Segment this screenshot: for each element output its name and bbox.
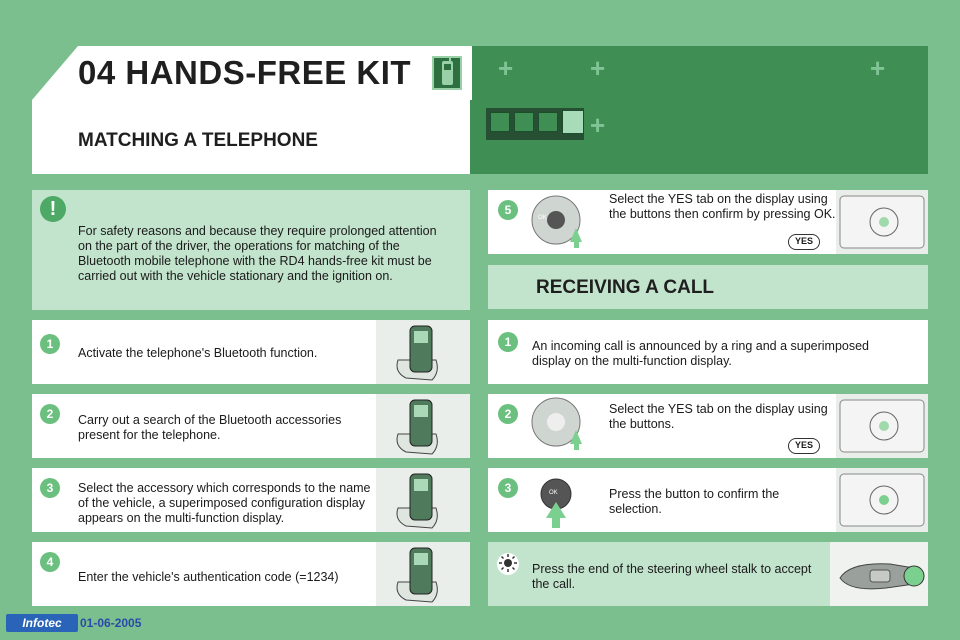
chapter-tab bbox=[490, 112, 510, 132]
ok-button-illustration bbox=[530, 470, 594, 530]
step-number-badge: 1 bbox=[498, 332, 518, 352]
chapter-tab-active bbox=[562, 110, 584, 134]
control-panel-illustration bbox=[836, 190, 928, 254]
step-number-badge: 5 bbox=[498, 200, 518, 220]
plus-decoration-icon: + bbox=[498, 53, 514, 83]
footer-date: 01-06-2005 bbox=[80, 616, 142, 630]
plus-decoration-icon: + bbox=[590, 110, 606, 140]
yes-badge: YES bbox=[788, 234, 820, 250]
control-panel-illustration bbox=[836, 394, 928, 458]
steering-stalk-illustration bbox=[830, 542, 928, 606]
step-text: Select the accessory which corresponds to the name of the vehicle, a superimposed configuration display appears on the multi-function display. bbox=[78, 481, 371, 525]
phone-hand-illustration bbox=[376, 468, 470, 532]
step-text: Select the YES tab on the display using the buttons. bbox=[609, 402, 828, 431]
step-number-badge: 1 bbox=[40, 334, 60, 354]
page-title: 04 HANDS-FREE KIT bbox=[78, 54, 412, 91]
step-number-badge: 2 bbox=[40, 404, 60, 424]
phone-hand-illustration bbox=[376, 320, 470, 384]
step-text: Activate the telephone's Bluetooth function. bbox=[78, 346, 318, 360]
step-number-badge: 3 bbox=[498, 478, 518, 498]
section-title-matching: MATCHING A TELEPHONE bbox=[78, 130, 318, 151]
chapter-tab bbox=[514, 112, 534, 132]
chapter-tab bbox=[538, 112, 558, 132]
step-text: Enter the vehicle's authentication code (=1234) bbox=[78, 570, 339, 584]
tip-text: Press the end of the steering wheel stalk to accept the call. bbox=[532, 562, 812, 591]
dpad-illustration bbox=[530, 394, 594, 452]
plus-decoration-icon: + bbox=[870, 53, 886, 83]
lightbulb-icon bbox=[496, 552, 520, 576]
step-number-badge: 4 bbox=[40, 552, 60, 572]
ok-button-label: OK bbox=[549, 490, 558, 496]
yes-badge: YES bbox=[788, 438, 820, 454]
safety-warning-text: For safety reasons and because they require prolonged attention on the part of the driver, the operations for matching of the Bluetooth mobile telephone with the RD4 hands-free kit must be carried out with the vehicle stationary and the ignition on. bbox=[78, 224, 437, 283]
infotec-logo: Infotec bbox=[6, 614, 78, 632]
step-text: Carry out a search of the Bluetooth accessories present for the telephone. bbox=[78, 413, 342, 442]
plus-decoration-icon: + bbox=[590, 53, 606, 83]
control-panel-illustration bbox=[836, 468, 928, 532]
warning-icon: ! bbox=[40, 196, 66, 222]
ok-dpad-illustration bbox=[530, 192, 594, 250]
step-text: Select the YES tab on the display using the buttons then confirm by pressing OK. bbox=[609, 192, 836, 221]
phone-hand-illustration bbox=[376, 542, 470, 606]
phone-icon bbox=[432, 56, 462, 90]
ok-button-label: OK bbox=[538, 215, 547, 221]
phone-hand-illustration bbox=[376, 394, 470, 458]
section-title-receiving: RECEIVING A CALL bbox=[536, 277, 715, 298]
step-text: Press the button to confirm the selection. bbox=[609, 487, 780, 516]
step-text: An incoming call is announced by a ring and a superimposed display on the multi-function display. bbox=[532, 339, 870, 368]
step-number-badge: 2 bbox=[498, 404, 518, 424]
step-number-badge: 3 bbox=[40, 478, 60, 498]
